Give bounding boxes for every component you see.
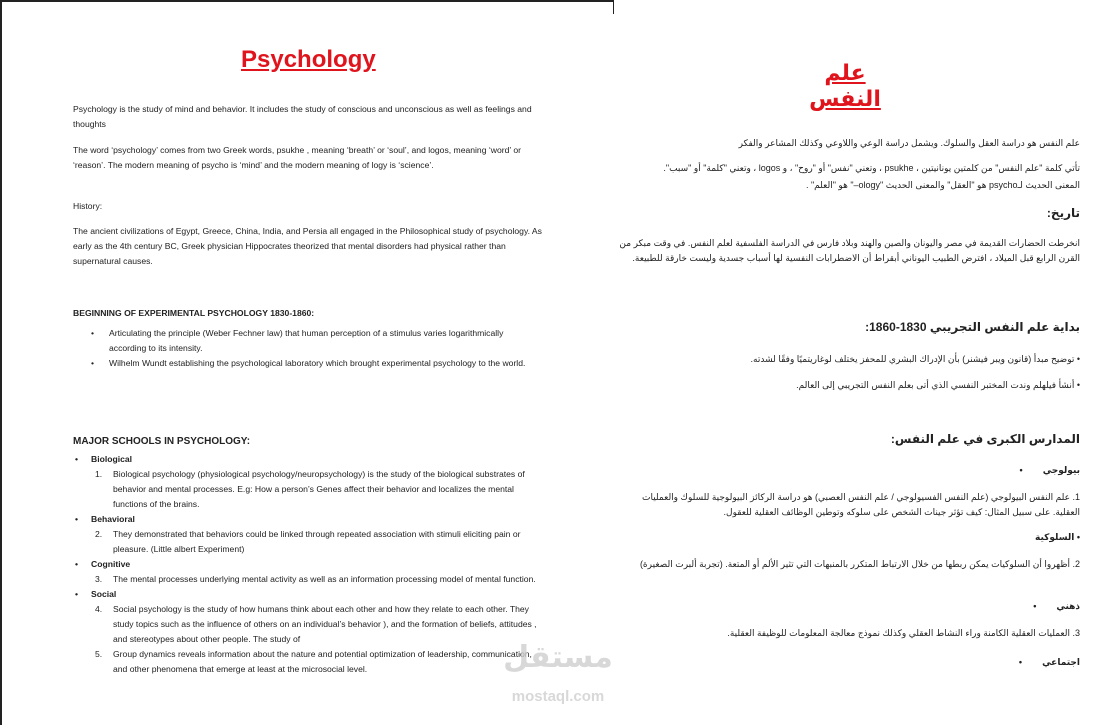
arabic-title: علم النفس	[809, 60, 881, 111]
school-behavioral: • Behavioral	[73, 512, 543, 527]
arabic-history-label: تاريخ:	[1046, 206, 1080, 220]
list-item: • أنشأ فيلهلم وندت المختبر النفسي الذي أتى بعلم النفس التجريبي إلى العالم.	[796, 380, 1080, 390]
list-item: • توضيح مبدأ (قانون ويبر فيشنر) بأن الإدراك البشري للمحفز يختلف لوغاريتميًا وفقًا لشدته.	[750, 354, 1080, 364]
english-history-label: History:	[73, 200, 103, 211]
page-top-border	[0, 0, 614, 2]
arabic-school-social: اجتماعي •	[1018, 657, 1080, 667]
arabic-school-biological: بيولوجي •	[1019, 465, 1080, 475]
page-corner-mark	[613, 0, 614, 14]
arabic-intro: علم النفس هو دراسة العقل والسلوك. ويشمل دراسة الوعي واللاوعي وكذلك المشاعر والفكر	[738, 138, 1080, 148]
experimental-list	[91, 326, 531, 371]
watermark-url: mostaql.com	[511, 688, 605, 705]
list-item: 1. علم النفس البيولوجي (علم النفس الفسيولوجي / علم النفس العصبي) هو دراسة الركائز البيولوجية للسلوك والعمليات العقلية. على سبيل المثال: كيف تؤثر جينات الشخص على سلوكه وتوطين الوظائف العقلية للعقول.	[641, 492, 1080, 517]
arabic-history-text: انخرطت الحضارات القديمة في مصر واليونان والصين والهند وبلاد فارس في الدراسة الفلسفية لعلم النفس. في وقت مبكر من القرن الرابع قبل الميلاد ، افترض الطبيب اليوناني أبقراط أن الاضطرابات النفسية لها أسباب جسدية وليست خارقة للطبيعة.	[619, 238, 1080, 263]
schools-heading: MAJOR SCHOOLS IN PSYCHOLOGY:	[73, 436, 251, 447]
list-item: 2. أظهروا أن السلوكيات يمكن ربطها من خلال الارتباط المتكرر بالمنبهات التي تثير الألم أو المتعة. (تجربة ألبرت الصغيرة)	[639, 559, 1080, 569]
english-intro: Psychology is the study of mind and behavior. It includes the study of conscious and unconscious as well as feelings and thoughts	[73, 103, 532, 129]
list-item: 1. Biological psychology (physiological psychology/neuropsychology) is the study of the biological substrates of behavior and mental processes. E.g: How a person’s Genes affect their behavior and localizes the mental functions of the brains.	[95, 469, 525, 509]
arabic-etymology-2: المعنى الحديث لـpsycho هو "العقل" والمعنى الحديث "ology–" هو "العلم" .	[805, 180, 1080, 190]
list-item: • Wilhelm Wundt establishing the psychological laboratory which brought experimental psychology to the world.	[91, 356, 531, 371]
list-item: 5. Group dynamics reveals information about the nature and potential optimization of leadership, communication, and other phenomena that emerge at least at the microsocial level.	[95, 649, 532, 674]
list-item: 2. They demonstrated that behaviors could be linked through repeated association with stimuli eliciting pain or pleasure. (Little albert Experiment)	[95, 529, 521, 554]
arabic-etymology-1: تأتي كلمة "علم النفس" من كلمتين يونانيتين ، psukhe ، وتعني "نفس" أو "روح" ، و logos ، وتعني "كلمة" أو "سبب".	[663, 163, 1080, 173]
arabic-school-cognitive: ذهني •	[1033, 601, 1080, 611]
english-title: Psychology	[241, 46, 376, 73]
school-social: • Social	[73, 587, 543, 602]
english-etymology: The word ‘psychology’ comes from two Greek words, psukhe , meaning ‘breath’ or ‘soul’, and logos, meaning ‘word’ or ‘reason’. The modern meaning of psycho is ‘mind’ and the modern meaning of logy is ‘science’.	[73, 144, 522, 170]
arabic-experimental-heading: بداية علم النفس التجريبي 1830-1860:	[865, 320, 1080, 334]
list-item: • Articulating the principle (Weber Fechner law) that human perception of a stimulus varies logarithmically according to its intensity.	[91, 326, 531, 356]
list-item: 3. العمليات العقلية الكامنة وراء النشاط العقلي وكذلك نموذج معالجة المعلومات للوظيفة العقلية.	[727, 628, 1080, 638]
list-item: 3. The mental processes underlying mental activity as well as an information processing model of mental function.	[95, 574, 536, 584]
school-cognitive: • Cognitive	[73, 557, 543, 572]
arabic-schools-heading: المدارس الكبرى في علم النفس:	[890, 432, 1080, 446]
arabic-school-behavioral: • السلوكية	[1035, 532, 1080, 542]
watermark-logo: مستقل	[503, 641, 613, 674]
school-biological: • Biological	[73, 452, 543, 467]
english-history-text: The ancient civilizations of Egypt, Greece, China, India, and Persia all engaged in the Philosophical study of psychology. As early as the 4th century BC, Greek physician Hippocrates theorized that mental disorders had physical rather than supernatural causes.	[73, 225, 542, 266]
list-item: 4. Social psychology is the study of how humans think about each other and how they relate to each other. They study topics such as the influence of others on an individual’s behavior ), and the formation of beliefs, attitudes , and stereotypes about other people. The study of	[95, 604, 537, 644]
schools-list	[73, 452, 543, 677]
experimental-heading: BEGINNING OF EXPERIMENTAL PSYCHOLOGY 1830-1860:	[73, 307, 315, 318]
